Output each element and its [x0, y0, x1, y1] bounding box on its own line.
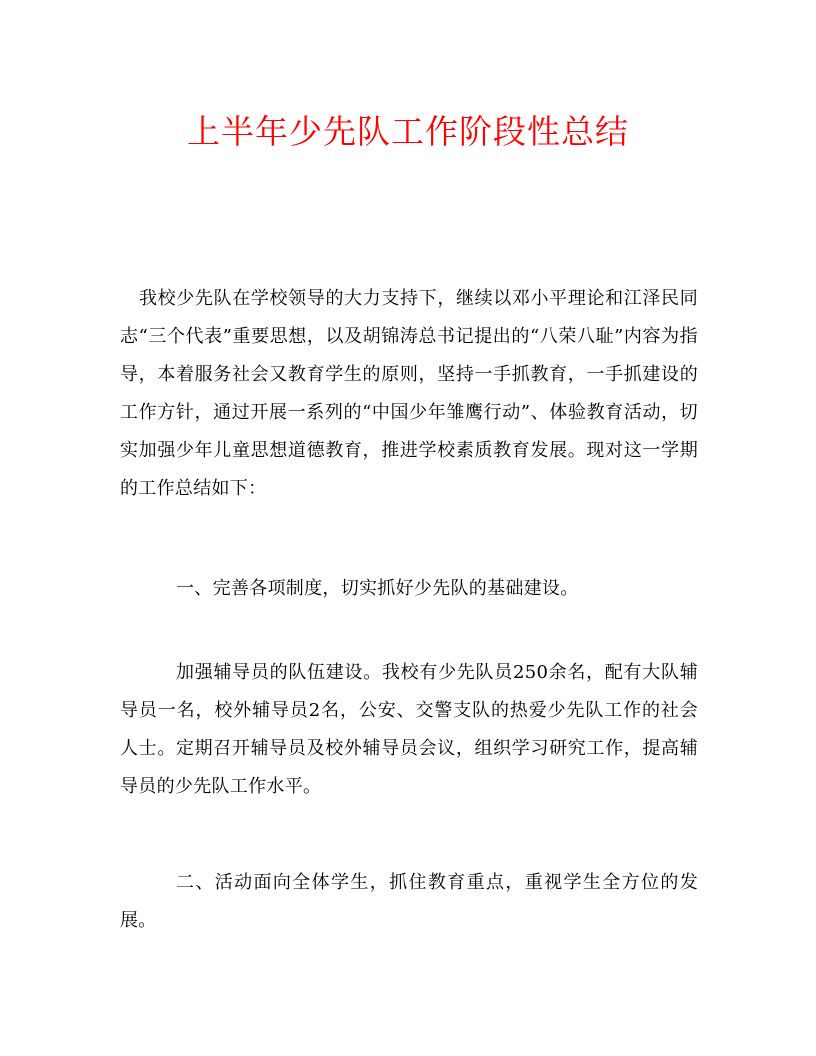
counselor-paragraph: 加强辅导员的队伍建设。我校有少先队员250余名，配有大队辅导员一名，校外辅导员2名，公安、交警支队的热爱少先队工作的社会人士。定期召开辅导员及校外辅导员会议，组织学习研究工作，提高辅导员的少先队工作水平。 [120, 662, 698, 797]
document-title: 上半年少先队工作阶段性总结 [187, 112, 629, 151]
section-heading-2: 二、活动面向全体学生，抓住教育重点，重视学生全方位的发展。 [120, 872, 698, 931]
section-heading-1: 一、完善各项制度，切实抓好少先队的基础建设。 [176, 578, 579, 599]
intro-paragraph: 我校少先队在学校领导的大力支持下，继续以邓小平理论和江泽民同志“三个代表”重要思想，以及胡锦涛总书记提出的“八荣八耻”内容为指导，本着服务社会又教育学生的原则，坚持一手抓教育，一手抓建设的工作方针，通过开展一系列的“中国少年雏鹰行动”、体验教育活动，切实加强少年儿童思想道德教育，推进学校素质教育发展。现对这一学期的工作总结如下： [120, 288, 698, 499]
